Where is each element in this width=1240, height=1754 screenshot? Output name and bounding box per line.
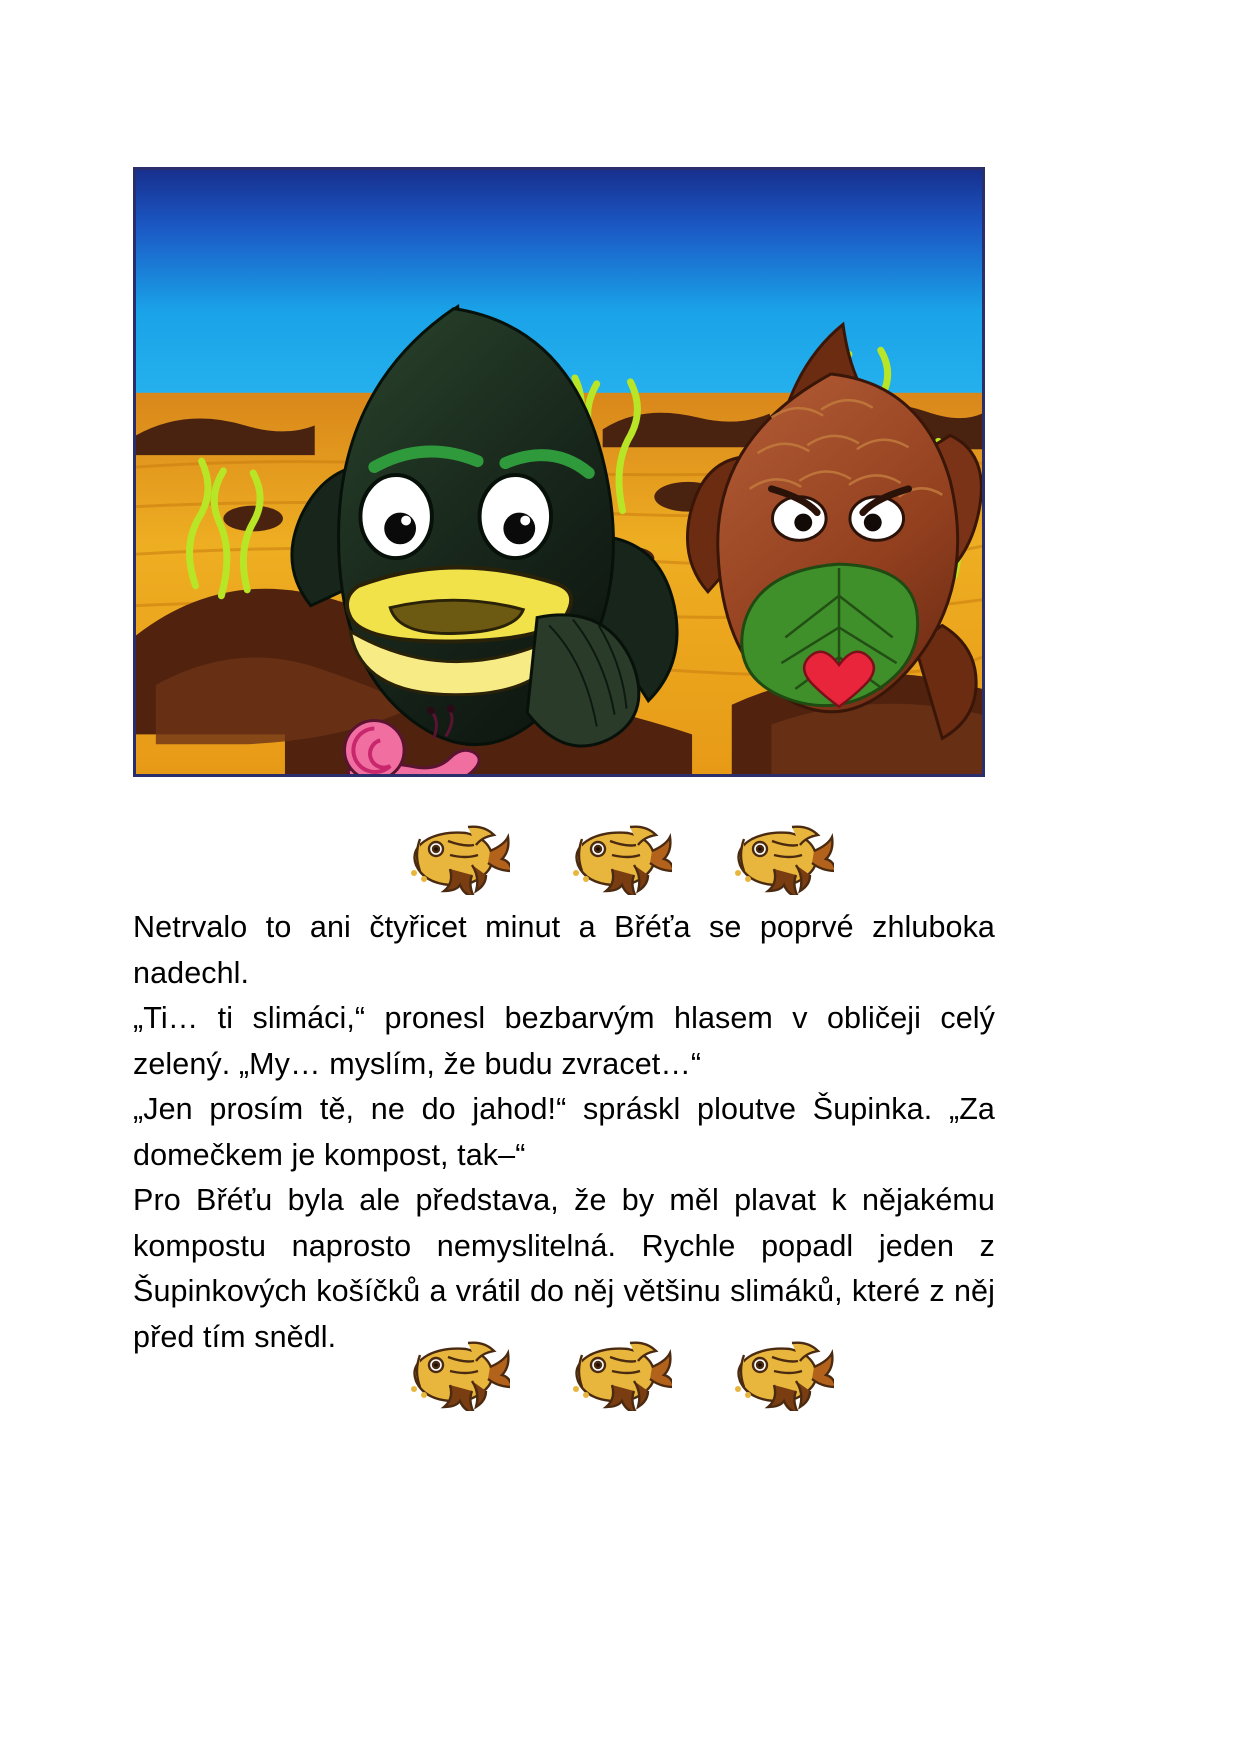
illustration-frame <box>133 167 985 777</box>
fish-divider-icon <box>730 1333 834 1411</box>
fish-divider-icon <box>406 1333 510 1411</box>
fish-divider-icon <box>406 817 510 895</box>
divider-bottom <box>0 1333 1240 1411</box>
paragraph: Netrvalo to ani čtyřicet minut a Břéťa se poprvé zhluboka nadechl. <box>133 910 995 990</box>
illustration <box>133 167 985 777</box>
fish-divider-icon <box>568 1333 672 1411</box>
paragraph: Pro Břéťu byla ale představa, že by měl plavat k nějakému kompostu naprosto nemyslitelná. Rychle popadl jeden z Šupinkových košíčků a vrátil do něj většinu slimáků, které z něj před tím snědl. <box>133 1183 995 1354</box>
fish-divider-icon <box>730 817 834 895</box>
body-text <box>133 905 995 1360</box>
fish-divider-icon <box>568 817 672 895</box>
underwater-scene-image <box>136 170 982 774</box>
paragraph: „Jen prosím tě, ne do jahod!“ spráskl ploutve Šupinka. „Za domečkem je kompost, tak–“ <box>133 1092 995 1172</box>
divider-top <box>0 817 1240 895</box>
paragraph: „Ti… ti slimáci,“ pronesl bezbarvým hlasem v obličeji celý zelený. „My… myslím, že budu zvracet…“ <box>133 1001 995 1081</box>
